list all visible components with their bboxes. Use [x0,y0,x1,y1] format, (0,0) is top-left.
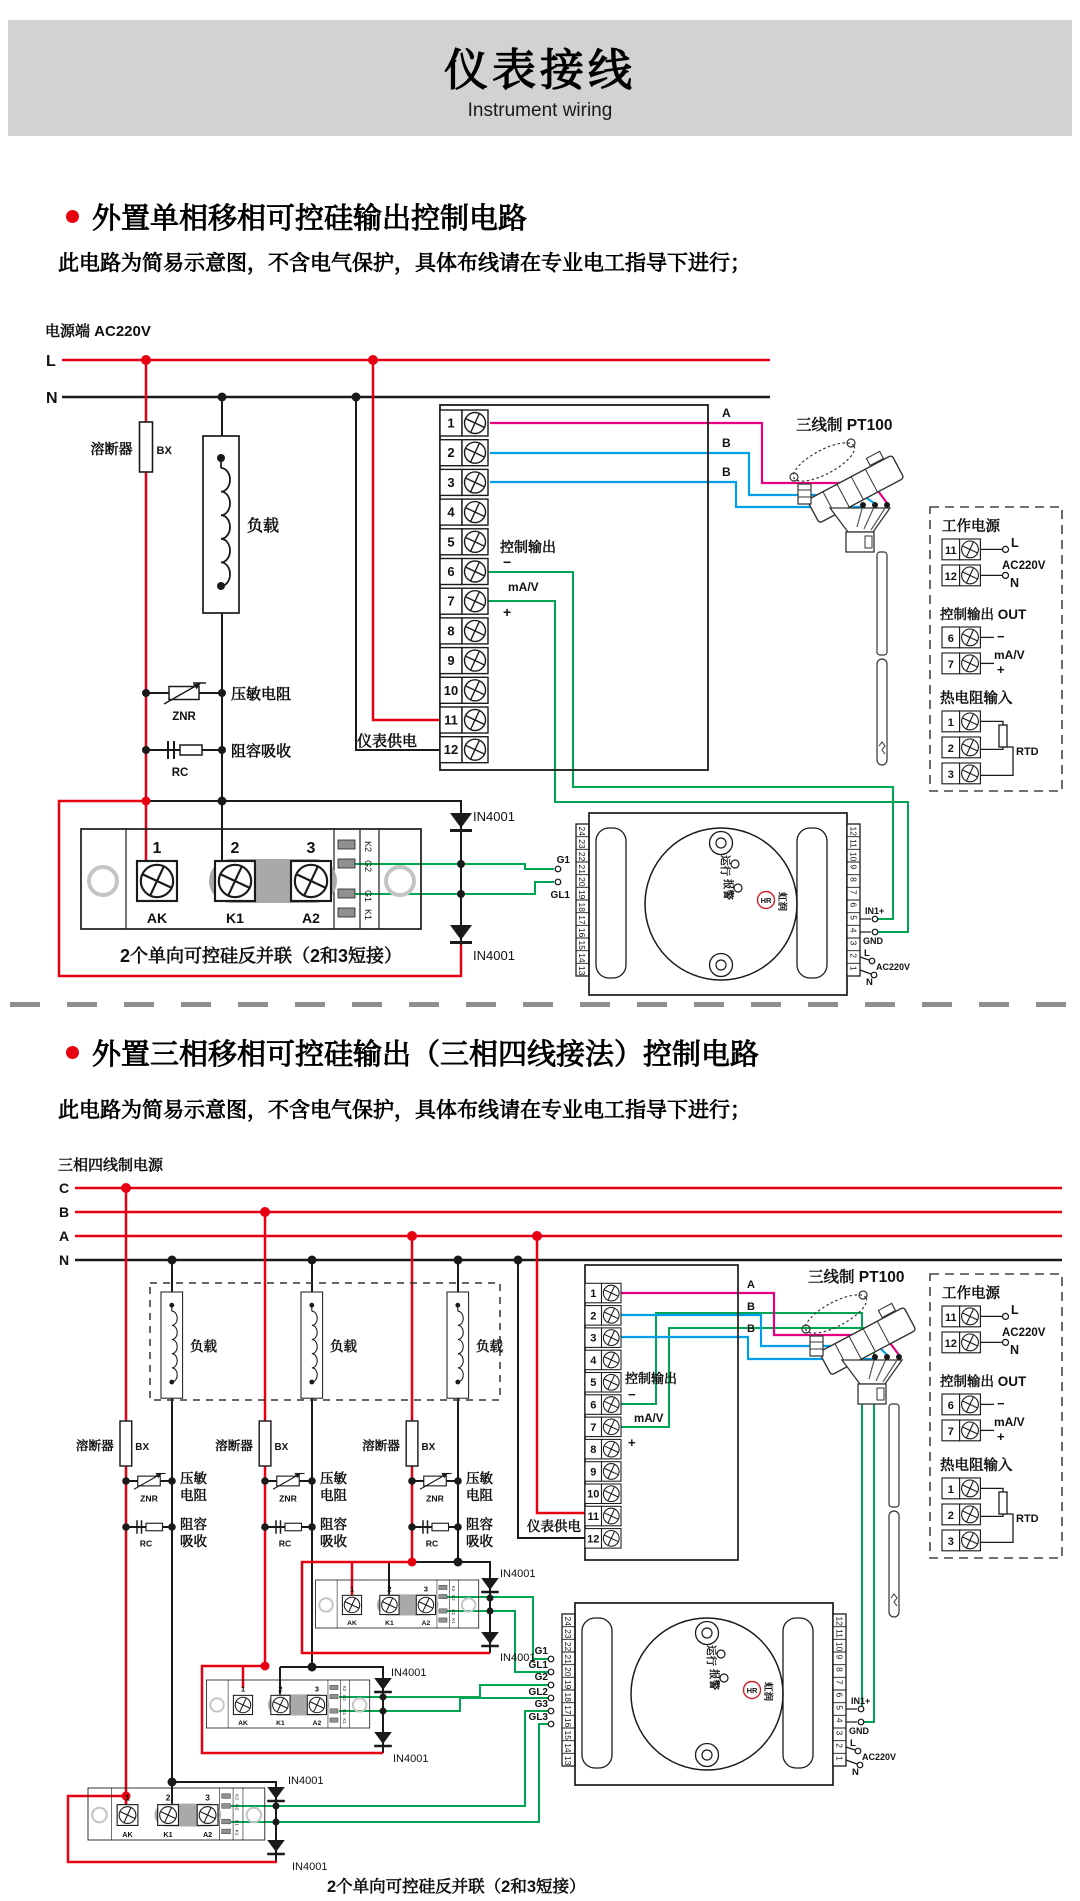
minus-label: − [628,1387,636,1402]
load-label: 负载 [247,518,280,535]
scr-caption: 2个单向可控硅反并联（2和3短接） [120,946,403,966]
svg-text:压敏: 压敏 [320,1471,347,1486]
svg-text:11: 11 [444,712,458,728]
title-banner [8,20,1072,136]
diode-label: IN4001 [473,948,515,963]
mav-label: mA/V [634,1413,664,1425]
section2-note: 此电路为简易示意图，不含电气保护，具体布线请在专业电工指导下进行； [58,1099,751,1122]
wire-b-label: B [722,436,731,450]
svg-text:3: 3 [447,474,455,490]
svg-text:吸收: 吸收 [466,1534,493,1549]
bullet-icon [66,1046,79,1059]
minus-label: − [503,554,512,570]
wire-a-label: A [747,1279,755,1291]
bullet-icon [66,210,79,223]
varistor-label: 压敏电阻 [231,686,292,703]
svg-text:压敏: 压敏 [180,1471,207,1486]
terminal-block-1 [440,409,489,763]
page-subtitle: Instrument wiring [467,100,613,121]
three-phase-circuit [0,1140,1080,1901]
svg-text:8: 8 [590,1444,597,1457]
meter-supply-label: 仪表供电 [357,733,418,750]
svg-text:G3: G3 [534,1699,548,1710]
svg-text:4: 4 [590,1354,597,1367]
plus-label: + [628,1435,636,1450]
svg-text:3: 3 [590,1332,597,1345]
svg-text:IN4001: IN4001 [288,1775,324,1787]
svg-text:IN4001: IN4001 [393,1753,429,1765]
svg-text:GL3: GL3 [528,1712,548,1723]
svg-text:压敏: 压敏 [466,1471,493,1486]
svg-text:7: 7 [590,1421,597,1434]
load-label: 负载 [190,1339,217,1354]
line-n-label: N [46,390,58,407]
wire-b2-label: B [747,1323,755,1335]
section2-heading: 外置三相移相可控硅输出（三相四线接法）控制电路 [66,1032,759,1073]
svg-text:6: 6 [447,564,455,579]
svg-text:2: 2 [590,1310,597,1323]
svg-text:5: 5 [447,534,455,550]
svg-text:4: 4 [447,504,455,520]
svg-text:电阻: 电阻 [466,1488,493,1503]
svg-text:1: 1 [447,415,455,431]
scr-caption: 2个单向可控硅反并联（2和3短接） [327,1878,586,1896]
svg-text:1: 1 [590,1288,597,1300]
svg-text:10: 10 [443,682,459,698]
svg-text:电阻: 电阻 [180,1488,207,1503]
svg-text:11: 11 [587,1511,600,1523]
svg-text:电阻: 电阻 [320,1488,347,1503]
svg-text:阻容: 阻容 [180,1517,207,1532]
snubber-label: 阻容吸收 [231,743,292,760]
svg-text:12: 12 [587,1533,600,1546]
wire-b2-label: B [722,465,731,479]
g1-label: G1 [556,855,570,866]
svg-text:IN4001: IN4001 [391,1667,427,1679]
plus-label: + [503,604,512,620]
load-label: 负载 [330,1339,357,1354]
svg-text:IN4001: IN4001 [500,1568,536,1580]
wire-b-label: B [747,1301,755,1313]
svg-text:12: 12 [443,742,459,758]
gl1-label: GL1 [550,890,570,901]
svg-text:G2: G2 [534,1672,548,1683]
terminal-block-2 [585,1283,621,1549]
supply-label: 三相四线制电源 [58,1157,164,1174]
svg-text:9: 9 [590,1466,597,1479]
svg-text:G1: G1 [534,1646,548,1657]
line-b-label: B [59,1204,70,1220]
svg-text:5: 5 [590,1377,597,1390]
svg-text:IN4001: IN4001 [292,1861,328,1873]
mav-label: mA/V [508,580,539,594]
svg-text:2: 2 [447,445,455,461]
svg-text:GL1: GL1 [528,1660,548,1671]
section1-heading: 外置单相移相可控硅输出控制电路 [66,196,527,237]
meter-supply-label: 仪表供电 [527,1519,581,1534]
line-n-label: N [59,1252,70,1268]
svg-text:6: 6 [590,1399,597,1412]
ctrl-output-label: 控制输出 [625,1371,678,1386]
load-label: 负载 [476,1339,503,1354]
svg-text:9: 9 [447,653,455,669]
section1-note: 此电路为简易示意图，不含电气保护，具体布线请在专业电工指导下进行； [58,252,751,275]
single-phase-circuit [0,300,1080,1000]
svg-text:GL2: GL2 [528,1687,548,1698]
svg-text:8: 8 [447,623,455,639]
supply-label: 电源端 AC220V [45,323,151,340]
svg-text:吸收: 吸收 [180,1534,207,1549]
ctrl-output-label: 控制输出 [500,539,556,555]
svg-text:吸收: 吸收 [320,1534,347,1549]
section-separator [10,1002,1070,1007]
wire-a-label: A [722,406,731,420]
page-title: 仪表接线 [444,46,636,95]
terminal-numbers [444,416,458,758]
line-a-label: A [59,1228,70,1244]
line-l-label: L [46,353,56,370]
svg-text:7: 7 [447,593,455,609]
diode-label: IN4001 [473,809,515,824]
line-c-label: C [59,1180,70,1196]
svg-text:阻容: 阻容 [466,1517,493,1532]
svg-text:IN4001: IN4001 [500,1652,536,1664]
svg-text:阻容: 阻容 [320,1517,347,1532]
svg-text:10: 10 [587,1488,600,1501]
